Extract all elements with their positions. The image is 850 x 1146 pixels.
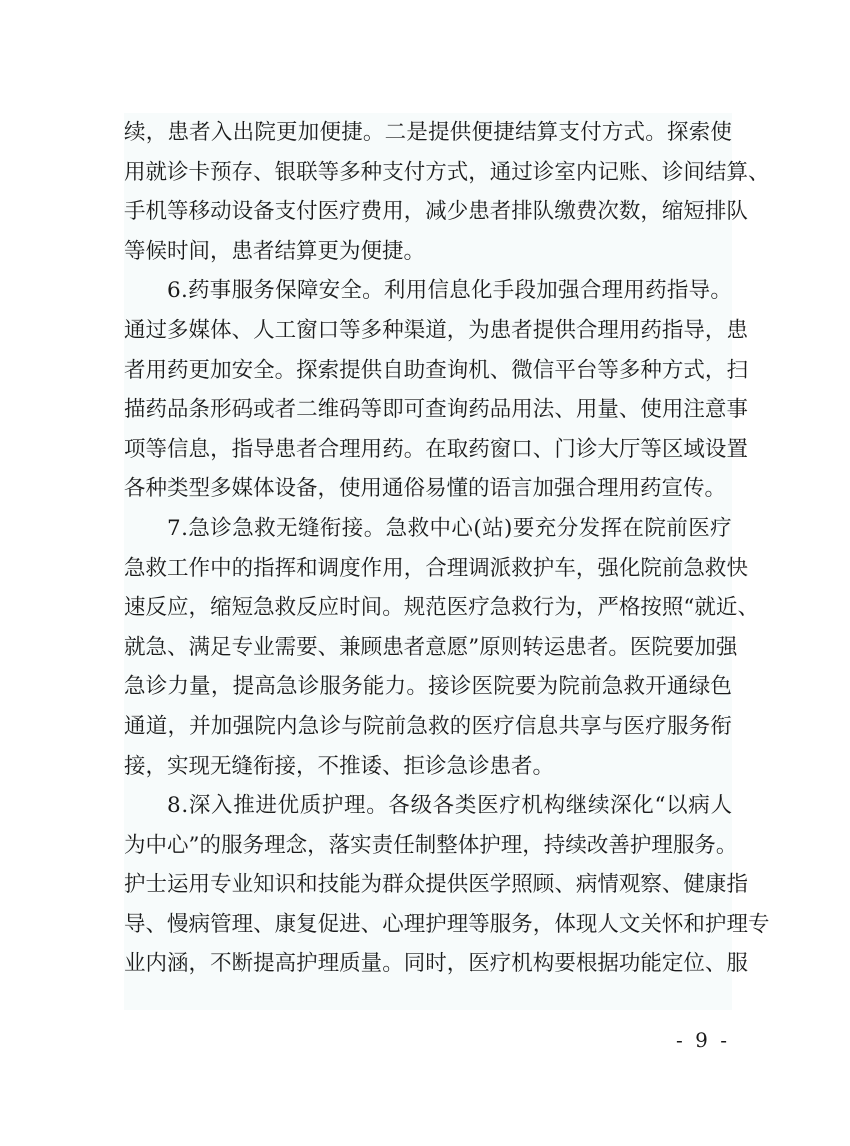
text-line: 导 、 慢 病 管 理 、 康 复 促 进 、 心 理 护 理 等 服 务 ， 体 现 人 文 关 怀 和 护 理 专 [124, 911, 770, 937]
text-line: 通 道 ， 并 加 强 院 内 急 诊 与 院 前 急 救 的 医 疗 信 息 共 享 与 医 疗 服 务 衔 [124, 713, 732, 739]
text-line: 续 ， 患 者 入 出 院 更 加 便 捷 。 二 是 提 供 便 捷 结 算 支 付 方 式 。 探 索 使 [124, 120, 732, 145]
text-line: 为 中 心 ” 的 服 务 理 念 ， 落 实 责 任 制 整 体 护 理 ， 持 续 改 善 护 理 服 务 。 [124, 832, 738, 858]
text-line: 急 诊 力 量 ， 提 高 急 诊 服 务 能 力 。 接 诊 医 院 要 为 院 前 急 救 开 通 绿 色 [124, 674, 732, 700]
text-line: 手 机 等 移 动 设 备 支 付 医 疗 费 用 ， 减 少 患 者 排 队 缴 费 次 数 ， 缩 短 排 队 [124, 199, 748, 225]
text-line: 各种类型多媒体设备，使用通俗易懂的语言加强合理用药宣传。 [124, 476, 727, 502]
text-line: 8 . 深 入 推 进 优 质 护 理 。 各 级 各 类 医 疗 机 构 继 续 深 化 “ 以 病 人 [167, 793, 732, 819]
text-lines [124, 113, 770, 984]
text-line: 等候时间，患者结算更为便捷。 [124, 238, 426, 264]
text-line: 接，实现无缝衔接，不推诿、拒诊急诊患者。 [124, 753, 555, 779]
text-line: 6 . 药 事 服 务 保 障 安 全 。 利 用 信 息 化 手 段 加 强 合 理 用 药 指 导 。 [167, 278, 732, 304]
text-line: 就 急 、 满 足 专 业 需 要 、 兼 顾 患 者 意 愿 ” 原 则 转 运 患 者 。 医 院 要 加 强 [124, 634, 738, 660]
text-line: 速 反 应 ， 缩 短 急 救 反 应 时 间 。 规 范 医 疗 急 救 行 为 ， 严 格 按 照 “ 就 近 、 [124, 595, 759, 621]
text-line: 7 . 急 诊 急 救 无 缝 衔 接 。 急 救 中 心 ( 站 ) 要 充 分 发 挥 在 院 前 医 疗 [167, 515, 732, 541]
text-line: 者 用 药 更 加 安 全 。 探 索 提 供 自 助 查 询 机 、 微 信 平 台 等 多 种 方 式 ， 扫 [124, 357, 748, 383]
text-line: 描 药 品 条 形 码 或 者 二 维 码 等 即 可 查 询 药 品 用 法 、 用 量 、 使 用 注 意 事 [124, 397, 748, 423]
text-line: 项 等 信 息 ， 指 导 患 者 合 理 用 药 。 在 取 药 窗 口 、 门 诊 大 厅 等 区 域 设 置 [124, 436, 748, 462]
text-line: 急 救 工 作 中 的 指 挥 和 调 度 作 用 ， 合 理 调 派 救 护 车 ， 强 化 院 前 急 救 快 [124, 555, 748, 581]
text-line: 业 内 涵 ， 不 断 提 高 护 理 质 量 。 同 时 ， 医 疗 机 构 要 根 据 功 能 定 位 、 服 [124, 951, 748, 977]
text-line: 护 士 运 用 专 业 知 识 和 技 能 为 群 众 提 供 医 学 照 顾 、 病 情 观 察 、 健 康 指 [124, 872, 748, 898]
page-number: - 9 - [676, 1028, 730, 1052]
document-body [124, 113, 770, 1010]
text-line: 通 过 多 媒 体 、 人 工 窗 口 等 多 种 渠 道 ， 为 患 者 提 供 合 理 用 药 指 导 ， 患 [124, 317, 748, 343]
text-line: 用 就 诊 卡 预 存 、 银 联 等 多 种 支 付 方 式 ， 通 过 诊 室 内 记 账 、 诊 间 结 算 、 [124, 159, 770, 185]
